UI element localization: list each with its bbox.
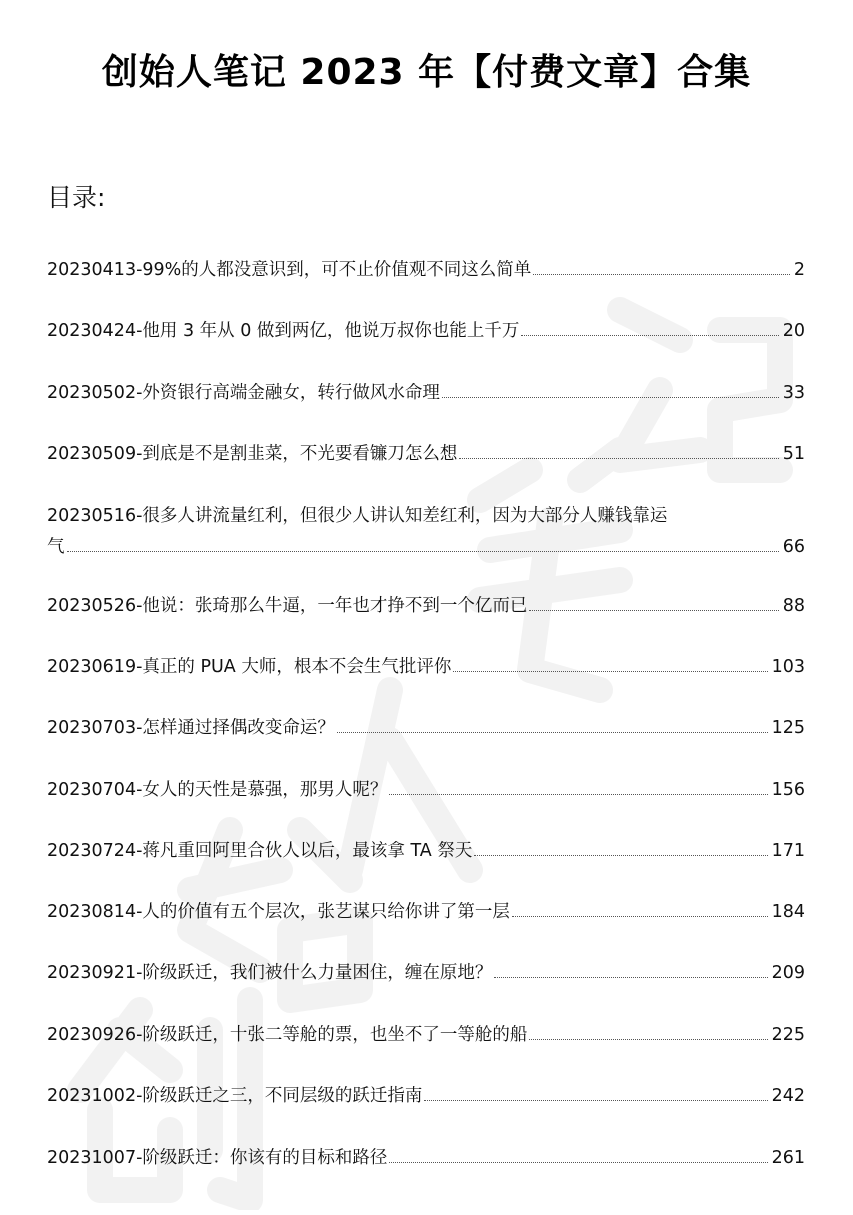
- toc-entry-title: 20230413-99%的人都没意识到，可不止价值观不同这么简单: [47, 260, 532, 280]
- toc-entry-title: 20230814-人的价值有五个层次，张艺谋只给你讲了第一层: [47, 902, 510, 922]
- toc-entry-page: 66: [782, 537, 805, 557]
- toc-entry-title: 20230921-阶级跃迁，我们被什么力量困住，缠在原地？: [47, 963, 493, 983]
- toc-entry-title: 20230704-女人的天性是慕强，那男人呢？: [47, 780, 388, 800]
- toc-leader-dots: [474, 855, 767, 856]
- toc-entry-title: 20230424-他用 3 年从 0 做到两亿，他说万叔你也能上千万: [47, 321, 520, 341]
- toc-leader-dots: [389, 1162, 767, 1163]
- toc-entry-title-continued: 气: [47, 537, 65, 557]
- toc-heading: 目录:: [47, 183, 106, 212]
- toc-entry[interactable]: [47, 1144, 805, 1172]
- toc-entry-title: 20230724-蒋凡重回阿里合伙人以后，最该拿 TA 祭天: [47, 841, 473, 861]
- toc-leader-dots: [442, 397, 779, 398]
- toc-entry[interactable]: [47, 317, 805, 345]
- toc-entry[interactable]: [47, 502, 805, 561]
- toc-entry-title: 20230516-很多人讲流量红利，但很少人讲认知差红利，因为大部分人赚钱靠运: [47, 506, 668, 526]
- toc-entry[interactable]: [47, 959, 805, 987]
- toc-entry-title: 20230703-怎样通过择偶改变命运？: [47, 718, 335, 738]
- toc-entry-page: 20: [782, 321, 805, 341]
- toc-entry-title: 20230526-他说：张琦那么牛逼，一年也才挣不到一个亿而已: [47, 596, 528, 616]
- toc-entry-page: 88: [782, 596, 805, 616]
- toc-entry[interactable]: [47, 256, 805, 284]
- toc-entry-page: 103: [771, 657, 805, 677]
- toc-entry-page: 242: [771, 1086, 805, 1106]
- toc-entry-title: 20230619-真正的 PUA 大师，根本不会生气批评你: [47, 657, 452, 677]
- toc-leader-dots: [533, 274, 790, 275]
- toc-entry-page: 171: [771, 841, 805, 861]
- toc-leader-dots: [529, 1039, 767, 1040]
- toc-entry[interactable]: [47, 898, 805, 926]
- toc-entry[interactable]: [47, 1021, 805, 1049]
- toc-leader-dots: [529, 610, 778, 611]
- toc-entry[interactable]: [47, 837, 805, 865]
- toc-entry-page: 184: [771, 902, 805, 922]
- toc-entry-page: 51: [782, 444, 805, 464]
- toc-entry-page: 125: [771, 718, 805, 738]
- toc-entry[interactable]: [47, 653, 805, 681]
- toc-entry[interactable]: [47, 379, 805, 407]
- toc-leader-dots: [453, 671, 767, 672]
- toc-entry-page: 2: [793, 260, 805, 280]
- toc-entry[interactable]: [47, 592, 805, 620]
- toc-entry-page: 209: [771, 963, 805, 983]
- document-title: 创始人笔记 2023 年【付费文章】合集: [101, 52, 752, 93]
- toc-leader-dots: [521, 335, 778, 336]
- toc-entry-title: 20231007-阶级跃迁：你该有的目标和路径: [47, 1148, 388, 1168]
- toc-leader-dots: [459, 458, 778, 459]
- toc-leader-dots: [512, 916, 768, 917]
- toc-leader-dots: [337, 732, 768, 733]
- toc-entry-title: 20231002-阶级跃迁之三，不同层级的跃迁指南: [47, 1086, 423, 1106]
- toc-entry[interactable]: [47, 714, 805, 742]
- toc-leader-dots: [494, 977, 767, 978]
- toc-leader-dots: [67, 551, 779, 552]
- toc-entry-page: 261: [771, 1148, 805, 1168]
- toc-entry-page: 225: [771, 1025, 805, 1045]
- toc-entry-title: 20230502-外资银行高端金融女，转行做风水命理: [47, 383, 440, 403]
- toc-leader-dots: [389, 794, 767, 795]
- toc-entry-title: 20230926-阶级跃迁，十张二等舱的票，也坐不了一等舱的船: [47, 1025, 528, 1045]
- toc-entry[interactable]: [47, 440, 805, 468]
- toc-entry-page: 156: [771, 780, 805, 800]
- toc-leader-dots: [424, 1100, 767, 1101]
- toc-entry[interactable]: [47, 776, 805, 804]
- toc-entry[interactable]: [47, 1082, 805, 1110]
- toc-entry-title: 20230509-到底是不是割韭菜，不光要看镰刀怎么想: [47, 444, 458, 464]
- toc-entry-page: 33: [782, 383, 805, 403]
